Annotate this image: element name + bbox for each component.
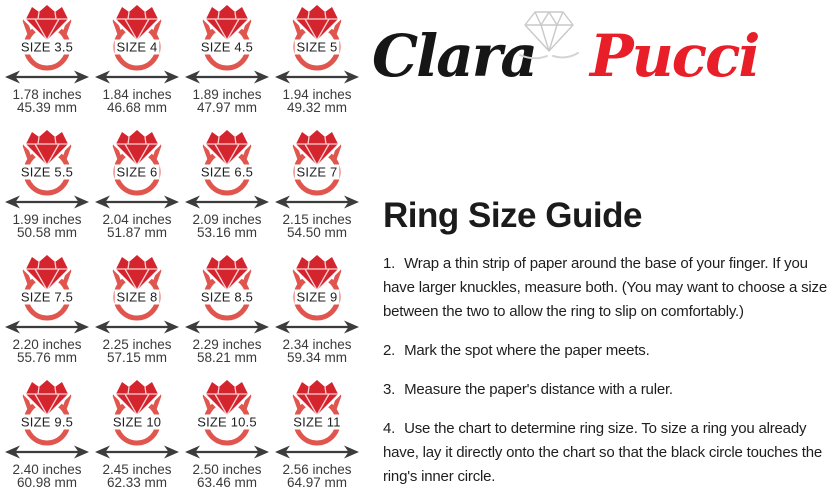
ring-inches-value: 2.34 inches xyxy=(282,337,352,352)
ring-inches-value: 1.84 inches xyxy=(102,87,172,102)
ring-size-chart xyxy=(2,4,362,501)
ring-mm-value: 58.21 mm xyxy=(196,350,258,365)
ring-inches-value: 1.89 inches xyxy=(192,87,262,102)
ring-inches-value: 2.09 inches xyxy=(192,212,262,227)
ring-size-cell xyxy=(272,129,362,254)
ring-figure xyxy=(182,129,272,209)
guide-step xyxy=(383,339,835,363)
ring-size-label: SIZE 7 xyxy=(296,164,338,180)
ring-size-cell xyxy=(92,4,182,129)
ring-inches-value: 2.56 inches xyxy=(282,462,352,477)
ring-size-cell xyxy=(182,254,272,379)
guide-title: Ring Size Guide xyxy=(383,196,642,235)
ring-size-cell xyxy=(92,379,182,501)
step-text: Mark the spot where the paper meets. xyxy=(404,342,650,359)
ring-figure xyxy=(2,254,92,334)
ring-measurements xyxy=(12,213,81,239)
ring-figure xyxy=(182,254,272,334)
ring-size-label: SIZE 10.5 xyxy=(197,414,257,430)
ring-size-label: SIZE 8.5 xyxy=(200,289,254,305)
ring-size-label: SIZE 5 xyxy=(296,39,338,55)
ring-mm-value: 55.76 mm xyxy=(16,350,78,365)
ring-measurements xyxy=(12,338,81,364)
ring-mm-value: 60.98 mm xyxy=(16,475,78,490)
step-number: 1. xyxy=(383,255,396,272)
step-text: Use the chart to determine ring size. To size a ring you already have, lay it directly onto the chart so that the black circle touches the ring's inner circle. xyxy=(383,420,822,485)
ring-measurements xyxy=(282,88,351,114)
ring-mm-value: 62.33 mm xyxy=(106,475,168,490)
ring-figure xyxy=(272,379,362,459)
ring-figure xyxy=(92,379,182,459)
step-number: 2. xyxy=(383,342,396,359)
ring-size-cell xyxy=(272,254,362,379)
brand-logo xyxy=(370,4,790,104)
ring-size-label: SIZE 4.5 xyxy=(200,39,254,55)
ring-size-label: SIZE 6.5 xyxy=(200,164,254,180)
ring-figure xyxy=(182,379,272,459)
ring-figure xyxy=(2,129,92,209)
ring-mm-value: 46.68 mm xyxy=(106,100,168,115)
ring-measurements xyxy=(12,463,81,489)
step-number: 4. xyxy=(383,420,396,437)
ring-inches-value: 2.29 inches xyxy=(192,337,262,352)
diamond-outline-icon xyxy=(518,6,580,62)
ring-figure xyxy=(2,379,92,459)
ring-size-label: SIZE 9.5 xyxy=(20,414,74,430)
brand-name-pucci: Pucci xyxy=(590,22,759,90)
guide-steps xyxy=(383,252,835,501)
ring-inches-value: 2.04 inches xyxy=(102,212,172,227)
ring-mm-value: 57.15 mm xyxy=(106,350,168,365)
ring-size-label: SIZE 11 xyxy=(293,414,341,430)
ring-mm-value: 53.16 mm xyxy=(196,225,258,240)
ring-measurements xyxy=(192,88,261,114)
ring-mm-value: 63.46 mm xyxy=(196,475,258,490)
ring-figure xyxy=(182,4,272,84)
ring-inches-value: 2.50 inches xyxy=(192,462,262,477)
ring-inches-value: 2.15 inches xyxy=(282,212,352,227)
ring-measurements xyxy=(12,88,81,114)
ring-measurements xyxy=(102,463,171,489)
ring-size-cell xyxy=(2,129,92,254)
ring-measurements xyxy=(102,213,171,239)
ring-mm-value: 49.32 mm xyxy=(286,100,348,115)
ring-size-label: SIZE 8 xyxy=(116,289,158,305)
ring-size-label: SIZE 5.5 xyxy=(20,164,74,180)
ring-size-label: SIZE 6 xyxy=(116,164,158,180)
step-text: Wrap a thin strip of paper around the base of your finger. If you have larger knuckles, measure both. (You may want to choose a size between the two to allow the ring to slip on comfortably.) xyxy=(383,255,827,320)
ring-figure xyxy=(2,4,92,84)
ring-size-cell xyxy=(2,379,92,501)
ring-measurements xyxy=(282,463,351,489)
ring-inches-value: 1.94 inches xyxy=(282,87,352,102)
ring-size-label: SIZE 10 xyxy=(112,414,162,430)
ring-mm-value: 54.50 mm xyxy=(286,225,348,240)
ring-size-cell xyxy=(272,379,362,501)
ring-measurements xyxy=(192,338,261,364)
guide-step xyxy=(383,378,835,402)
ring-size-label: SIZE 7.5 xyxy=(20,289,74,305)
ring-size-label: SIZE 9 xyxy=(296,289,338,305)
ring-measurements xyxy=(102,338,171,364)
ring-size-label: SIZE 3.5 xyxy=(20,39,74,55)
ring-figure xyxy=(272,254,362,334)
ring-measurements xyxy=(192,463,261,489)
ring-inches-value: 1.99 inches xyxy=(12,212,82,227)
ring-mm-value: 45.39 mm xyxy=(16,100,78,115)
ring-inches-value: 2.20 inches xyxy=(12,337,82,352)
ring-measurements xyxy=(282,338,351,364)
ring-figure xyxy=(272,4,362,84)
ring-mm-value: 64.97 mm xyxy=(286,475,348,490)
ring-size-cell xyxy=(92,254,182,379)
ring-size-cell xyxy=(182,379,272,501)
ring-mm-value: 51.87 mm xyxy=(106,225,168,240)
ring-size-label: SIZE 4 xyxy=(116,39,158,55)
ring-figure xyxy=(92,254,182,334)
ring-measurements xyxy=(282,213,351,239)
ring-size-cell xyxy=(2,254,92,379)
ring-inches-value: 2.45 inches xyxy=(102,462,172,477)
ring-mm-value: 59.34 mm xyxy=(286,350,348,365)
ring-figure xyxy=(272,129,362,209)
ring-size-cell xyxy=(182,129,272,254)
ring-inches-value: 2.40 inches xyxy=(12,462,82,477)
ring-mm-value: 47.97 mm xyxy=(196,100,258,115)
ring-figure xyxy=(92,4,182,84)
ring-size-cell xyxy=(2,4,92,129)
step-number: 3. xyxy=(383,381,396,398)
ring-figure xyxy=(92,129,182,209)
ring-inches-value: 2.25 inches xyxy=(102,337,172,352)
guide-step xyxy=(383,252,835,324)
step-text: Measure the paper's distance with a ruler. xyxy=(404,381,673,398)
ring-inches-value: 1.78 inches xyxy=(12,87,82,102)
ring-size-cell xyxy=(182,4,272,129)
ring-size-cell xyxy=(92,129,182,254)
ring-measurements xyxy=(192,213,261,239)
guide-step xyxy=(383,417,835,489)
ring-size-cell xyxy=(272,4,362,129)
ring-mm-value: 50.58 mm xyxy=(16,225,78,240)
ring-measurements xyxy=(102,88,171,114)
brand-name-clara: Clara xyxy=(372,22,536,90)
